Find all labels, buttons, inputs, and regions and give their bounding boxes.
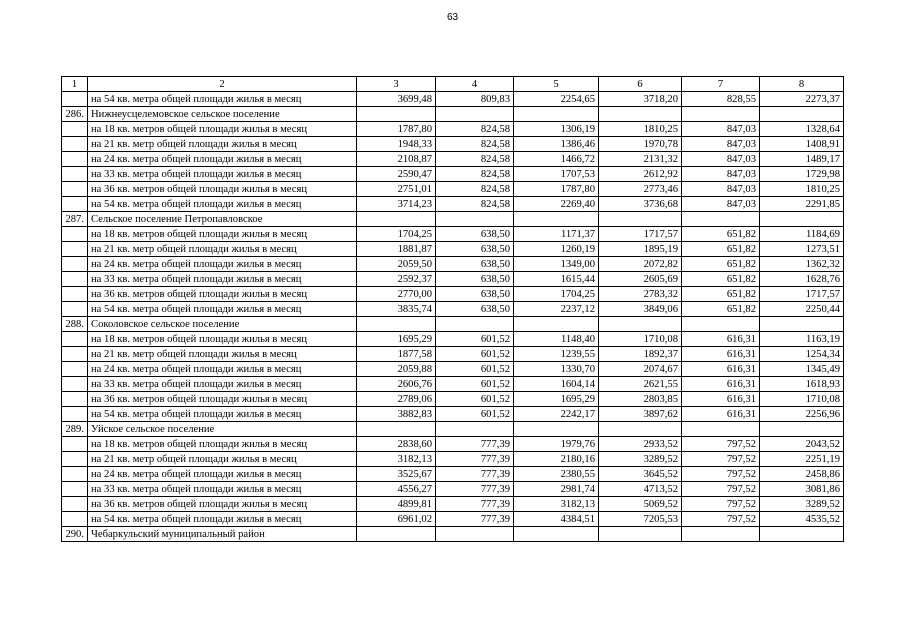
value-cell: 2254,65	[514, 92, 599, 107]
value-cell: 638,50	[436, 302, 514, 317]
table-row	[62, 362, 844, 377]
table-row	[62, 167, 844, 182]
row-label: на 36 кв. метров общей площади жилья в месяц	[88, 392, 357, 407]
empty-cell	[514, 527, 599, 542]
empty-cell	[436, 212, 514, 227]
empty-cell	[62, 152, 88, 167]
value-cell: 2250,44	[760, 302, 844, 317]
value-cell: 1604,14	[514, 377, 599, 392]
value-cell: 1618,93	[760, 377, 844, 392]
row-label: на 21 кв. метр общей площади жилья в месяц	[88, 452, 357, 467]
value-cell: 2751,01	[357, 182, 436, 197]
value-cell: 7205,53	[599, 512, 682, 527]
empty-cell	[760, 527, 844, 542]
empty-cell	[760, 317, 844, 332]
empty-cell	[62, 257, 88, 272]
value-cell: 1881,87	[357, 242, 436, 257]
value-cell: 1979,76	[514, 437, 599, 452]
value-cell: 797,52	[682, 482, 760, 497]
table-row	[62, 287, 844, 302]
value-cell: 777,39	[436, 437, 514, 452]
value-cell: 601,52	[436, 362, 514, 377]
value-cell: 809,83	[436, 92, 514, 107]
value-cell: 2773,46	[599, 182, 682, 197]
header-cell: 6	[599, 77, 682, 92]
empty-cell	[62, 167, 88, 182]
value-cell: 3882,83	[357, 407, 436, 422]
value-cell: 2043,52	[760, 437, 844, 452]
header-cell: 2	[88, 77, 357, 92]
value-cell: 638,50	[436, 257, 514, 272]
section-title: Нижнеусцелемовское сельское поселение	[88, 107, 357, 122]
value-cell: 2380,55	[514, 467, 599, 482]
value-cell: 4556,27	[357, 482, 436, 497]
value-cell: 4535,52	[760, 512, 844, 527]
value-cell: 2933,52	[599, 437, 682, 452]
value-cell: 601,52	[436, 407, 514, 422]
value-cell: 601,52	[436, 392, 514, 407]
row-label: на 54 кв. метра общей площади жилья в месяц	[88, 407, 357, 422]
value-cell: 651,82	[682, 287, 760, 302]
value-cell: 1895,19	[599, 242, 682, 257]
value-cell: 2256,96	[760, 407, 844, 422]
empty-cell	[682, 422, 760, 437]
empty-cell	[599, 107, 682, 122]
value-cell: 3289,52	[760, 497, 844, 512]
value-cell: 1948,33	[357, 137, 436, 152]
value-cell: 1489,17	[760, 152, 844, 167]
table-row	[62, 437, 844, 452]
empty-cell	[357, 317, 436, 332]
empty-cell	[62, 197, 88, 212]
value-cell: 2108,87	[357, 152, 436, 167]
section-title: Соколовское сельское поселение	[88, 317, 357, 332]
value-cell: 2269,40	[514, 197, 599, 212]
table-row	[62, 257, 844, 272]
row-label: на 33 кв. метра общей площади жилья в месяц	[88, 377, 357, 392]
value-cell: 616,31	[682, 377, 760, 392]
page-number: 63	[446, 12, 459, 23]
value-cell: 2237,12	[514, 302, 599, 317]
row-label: на 54 кв. метра общей площади жилья в месяц	[88, 197, 357, 212]
value-cell: 777,39	[436, 497, 514, 512]
value-cell: 1695,29	[357, 332, 436, 347]
empty-cell	[62, 137, 88, 152]
empty-cell	[599, 527, 682, 542]
empty-cell	[62, 227, 88, 242]
value-cell: 616,31	[682, 362, 760, 377]
table-row	[62, 272, 844, 287]
value-cell: 1787,80	[357, 122, 436, 137]
empty-cell	[62, 92, 88, 107]
row-label: на 21 кв. метр общей площади жилья в месяц	[88, 242, 357, 257]
table-row	[62, 377, 844, 392]
value-cell: 616,31	[682, 332, 760, 347]
value-cell: 1345,49	[760, 362, 844, 377]
value-cell: 3835,74	[357, 302, 436, 317]
table-row	[62, 302, 844, 317]
value-cell: 2273,37	[760, 92, 844, 107]
value-cell: 1704,25	[514, 287, 599, 302]
table-row	[62, 497, 844, 512]
value-cell: 847,03	[682, 197, 760, 212]
empty-cell	[760, 422, 844, 437]
value-cell: 3736,68	[599, 197, 682, 212]
empty-cell	[62, 437, 88, 452]
row-label: на 24 кв. метра общей площади жилья в месяц	[88, 152, 357, 167]
value-cell: 1729,98	[760, 167, 844, 182]
value-cell: 1171,37	[514, 227, 599, 242]
value-cell: 824,58	[436, 167, 514, 182]
value-cell: 638,50	[436, 272, 514, 287]
table-row	[62, 137, 844, 152]
table-row	[62, 92, 844, 107]
value-cell: 797,52	[682, 437, 760, 452]
empty-cell	[357, 527, 436, 542]
value-cell: 2803,85	[599, 392, 682, 407]
value-cell: 2180,16	[514, 452, 599, 467]
section-title: Чебаркульский муниципальный район	[88, 527, 357, 542]
value-cell: 2074,67	[599, 362, 682, 377]
empty-cell	[514, 422, 599, 437]
row-label: на 36 кв. метров общей площади жилья в месяц	[88, 497, 357, 512]
value-cell: 3897,62	[599, 407, 682, 422]
value-cell: 3289,52	[599, 452, 682, 467]
empty-cell	[760, 107, 844, 122]
value-cell: 1386,46	[514, 137, 599, 152]
value-cell: 2981,74	[514, 482, 599, 497]
table-row	[62, 152, 844, 167]
value-cell: 1810,25	[760, 182, 844, 197]
value-cell: 1254,34	[760, 347, 844, 362]
section-number: 286.	[62, 107, 88, 122]
value-cell: 2059,88	[357, 362, 436, 377]
value-cell: 797,52	[682, 497, 760, 512]
section-row	[62, 107, 844, 122]
table-row	[62, 452, 844, 467]
row-label: на 36 кв. метров общей площади жилья в месяц	[88, 287, 357, 302]
row-label: на 54 кв. метра общей площади жилья в месяц	[88, 92, 357, 107]
value-cell: 616,31	[682, 392, 760, 407]
table-row	[62, 407, 844, 422]
row-label: на 36 кв. метров общей площади жилья в месяц	[88, 182, 357, 197]
empty-cell	[62, 272, 88, 287]
value-cell: 3714,23	[357, 197, 436, 212]
value-cell: 2770,00	[357, 287, 436, 302]
value-cell: 1710,08	[599, 332, 682, 347]
empty-cell	[682, 317, 760, 332]
empty-cell	[436, 527, 514, 542]
header-cell: 1	[62, 77, 88, 92]
empty-cell	[357, 212, 436, 227]
value-cell: 4713,52	[599, 482, 682, 497]
value-cell: 601,52	[436, 332, 514, 347]
value-cell: 777,39	[436, 512, 514, 527]
value-cell: 847,03	[682, 137, 760, 152]
row-label: на 24 кв. метра общей площади жилья в месяц	[88, 257, 357, 272]
value-cell: 777,39	[436, 482, 514, 497]
value-cell: 2592,37	[357, 272, 436, 287]
value-cell: 847,03	[682, 167, 760, 182]
value-cell: 651,82	[682, 257, 760, 272]
value-cell: 847,03	[682, 152, 760, 167]
value-cell: 1260,19	[514, 242, 599, 257]
value-cell: 847,03	[682, 182, 760, 197]
table-row	[62, 227, 844, 242]
table-row	[62, 182, 844, 197]
value-cell: 2605,69	[599, 272, 682, 287]
empty-cell	[357, 422, 436, 437]
value-cell: 4384,51	[514, 512, 599, 527]
value-cell: 1148,40	[514, 332, 599, 347]
value-cell: 2606,76	[357, 377, 436, 392]
empty-cell	[62, 407, 88, 422]
empty-cell	[62, 392, 88, 407]
empty-cell	[62, 452, 88, 467]
empty-cell	[760, 212, 844, 227]
value-cell: 2458,86	[760, 467, 844, 482]
empty-cell	[436, 422, 514, 437]
value-cell: 1877,58	[357, 347, 436, 362]
header-cell: 3	[357, 77, 436, 92]
value-cell: 3081,86	[760, 482, 844, 497]
tariff-table	[61, 76, 844, 542]
value-cell: 651,82	[682, 302, 760, 317]
value-cell: 3849,06	[599, 302, 682, 317]
empty-cell	[682, 212, 760, 227]
row-label: на 18 кв. метров общей площади жилья в месяц	[88, 437, 357, 452]
header-cell: 5	[514, 77, 599, 92]
section-number: 289.	[62, 422, 88, 437]
value-cell: 847,03	[682, 122, 760, 137]
value-cell: 2242,17	[514, 407, 599, 422]
value-cell: 2621,55	[599, 377, 682, 392]
section-number: 287.	[62, 212, 88, 227]
value-cell: 1328,64	[760, 122, 844, 137]
value-cell: 824,58	[436, 122, 514, 137]
value-cell: 824,58	[436, 152, 514, 167]
value-cell: 601,52	[436, 377, 514, 392]
empty-cell	[62, 362, 88, 377]
value-cell: 1704,25	[357, 227, 436, 242]
value-cell: 1466,72	[514, 152, 599, 167]
value-cell: 3182,13	[357, 452, 436, 467]
value-cell: 601,52	[436, 347, 514, 362]
table-row	[62, 332, 844, 347]
value-cell: 4899,81	[357, 497, 436, 512]
row-label: на 24 кв. метра общей площади жилья в месяц	[88, 467, 357, 482]
empty-cell	[514, 212, 599, 227]
row-label: на 33 кв. метра общей площади жилья в месяц	[88, 167, 357, 182]
empty-cell	[62, 302, 88, 317]
table-row	[62, 242, 844, 257]
value-cell: 3718,20	[599, 92, 682, 107]
empty-cell	[682, 527, 760, 542]
value-cell: 1717,57	[599, 227, 682, 242]
row-label: на 33 кв. метра общей площади жилья в месяц	[88, 272, 357, 287]
value-cell: 638,50	[436, 287, 514, 302]
empty-cell	[599, 317, 682, 332]
value-cell: 824,58	[436, 197, 514, 212]
empty-cell	[62, 377, 88, 392]
empty-cell	[62, 482, 88, 497]
value-cell: 2059,50	[357, 257, 436, 272]
value-cell: 797,52	[682, 512, 760, 527]
value-cell: 1273,51	[760, 242, 844, 257]
row-label: на 21 кв. метр общей площади жилья в месяц	[88, 347, 357, 362]
value-cell: 824,58	[436, 182, 514, 197]
row-label: на 18 кв. метров общей площади жилья в месяц	[88, 122, 357, 137]
value-cell: 1787,80	[514, 182, 599, 197]
empty-cell	[357, 107, 436, 122]
empty-cell	[62, 287, 88, 302]
empty-cell	[599, 212, 682, 227]
header-cell: 8	[760, 77, 844, 92]
row-label: на 33 кв. метра общей площади жилья в месяц	[88, 482, 357, 497]
empty-cell	[62, 182, 88, 197]
value-cell: 616,31	[682, 347, 760, 362]
value-cell: 1695,29	[514, 392, 599, 407]
empty-cell	[436, 317, 514, 332]
value-cell: 1184,69	[760, 227, 844, 242]
empty-cell	[62, 332, 88, 347]
empty-cell	[514, 107, 599, 122]
value-cell: 2072,82	[599, 257, 682, 272]
empty-cell	[436, 107, 514, 122]
value-cell: 1349,00	[514, 257, 599, 272]
value-cell: 824,58	[436, 137, 514, 152]
value-cell: 638,50	[436, 227, 514, 242]
value-cell: 3699,48	[357, 92, 436, 107]
empty-cell	[682, 107, 760, 122]
value-cell: 1892,37	[599, 347, 682, 362]
value-cell: 651,82	[682, 227, 760, 242]
value-cell: 1239,55	[514, 347, 599, 362]
value-cell: 1810,25	[599, 122, 682, 137]
value-cell: 1628,76	[760, 272, 844, 287]
value-cell: 2590,47	[357, 167, 436, 182]
table-row	[62, 467, 844, 482]
value-cell: 1306,19	[514, 122, 599, 137]
empty-cell	[62, 242, 88, 257]
value-cell: 2612,92	[599, 167, 682, 182]
row-label: на 54 кв. метра общей площади жилья в месяц	[88, 512, 357, 527]
value-cell: 1970,78	[599, 137, 682, 152]
value-cell: 616,31	[682, 407, 760, 422]
value-cell: 1362,32	[760, 257, 844, 272]
header-cell: 7	[682, 77, 760, 92]
value-cell: 3645,52	[599, 467, 682, 482]
value-cell: 2838,60	[357, 437, 436, 452]
empty-cell	[62, 122, 88, 137]
row-label: на 21 кв. метр общей площади жилья в месяц	[88, 137, 357, 152]
empty-cell	[62, 512, 88, 527]
value-cell: 638,50	[436, 242, 514, 257]
table-row	[62, 122, 844, 137]
section-row	[62, 212, 844, 227]
table-row	[62, 392, 844, 407]
row-label: на 54 кв. метра общей площади жилья в месяц	[88, 302, 357, 317]
value-cell: 777,39	[436, 452, 514, 467]
table-row	[62, 482, 844, 497]
value-cell: 1330,70	[514, 362, 599, 377]
empty-cell	[599, 422, 682, 437]
value-cell: 2131,32	[599, 152, 682, 167]
section-title: Уйское сельское поселение	[88, 422, 357, 437]
header-row	[62, 77, 844, 92]
value-cell: 3525,67	[357, 467, 436, 482]
section-row	[62, 527, 844, 542]
value-cell: 2291,85	[760, 197, 844, 212]
section-title: Сельское поселение Петропавловское	[88, 212, 357, 227]
table-row	[62, 347, 844, 362]
value-cell: 3182,13	[514, 497, 599, 512]
value-cell: 1615,44	[514, 272, 599, 287]
table-row	[62, 197, 844, 212]
empty-cell	[62, 467, 88, 482]
row-label: на 18 кв. метров общей площади жилья в месяц	[88, 332, 357, 347]
value-cell: 1163,19	[760, 332, 844, 347]
value-cell: 1710,08	[760, 392, 844, 407]
value-cell: 797,52	[682, 467, 760, 482]
empty-cell	[62, 497, 88, 512]
value-cell: 1717,57	[760, 287, 844, 302]
empty-cell	[514, 317, 599, 332]
empty-cell	[62, 347, 88, 362]
value-cell: 5069,52	[599, 497, 682, 512]
value-cell: 6961,02	[357, 512, 436, 527]
table-row	[62, 512, 844, 527]
section-row	[62, 317, 844, 332]
section-number: 290.	[62, 527, 88, 542]
value-cell: 797,52	[682, 452, 760, 467]
header-cell: 4	[436, 77, 514, 92]
section-row	[62, 422, 844, 437]
value-cell: 1408,91	[760, 137, 844, 152]
value-cell: 2789,06	[357, 392, 436, 407]
value-cell: 828,55	[682, 92, 760, 107]
value-cell: 651,82	[682, 272, 760, 287]
section-number: 288.	[62, 317, 88, 332]
value-cell: 777,39	[436, 467, 514, 482]
value-cell: 651,82	[682, 242, 760, 257]
value-cell: 1707,53	[514, 167, 599, 182]
row-label: на 18 кв. метров общей площади жилья в месяц	[88, 227, 357, 242]
row-label: на 24 кв. метра общей площади жилья в месяц	[88, 362, 357, 377]
value-cell: 2783,32	[599, 287, 682, 302]
value-cell: 2251,19	[760, 452, 844, 467]
